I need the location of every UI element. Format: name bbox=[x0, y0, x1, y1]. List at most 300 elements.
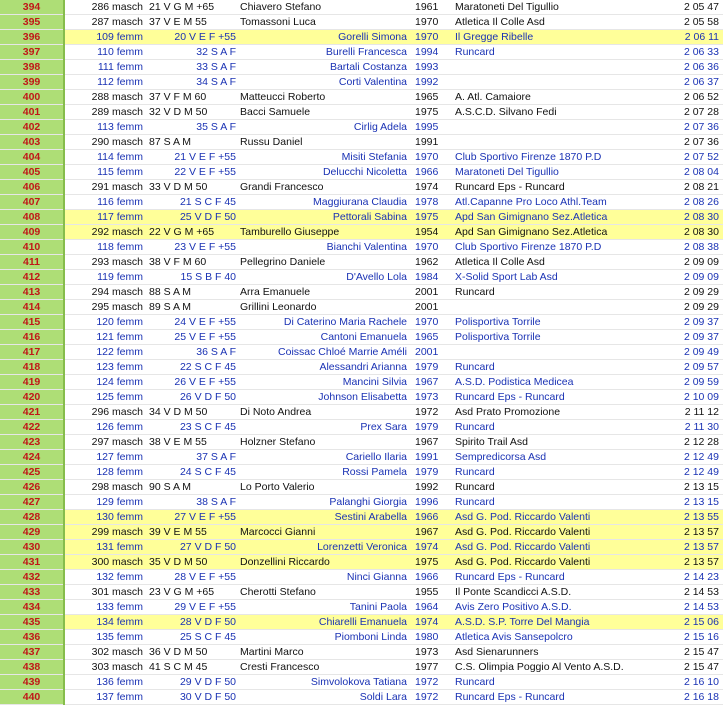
finish-time-cell: 2 15 47 bbox=[665, 645, 723, 660]
birth-year-cell: 1962 bbox=[413, 255, 453, 270]
finish-time-cell: 2 13 57 bbox=[665, 555, 723, 570]
club-cell: Runcard bbox=[453, 675, 665, 690]
finish-time-cell: 2 13 15 bbox=[665, 495, 723, 510]
birth-year-cell: 1974 bbox=[413, 540, 453, 555]
bib-cell: 127 femm bbox=[64, 450, 146, 465]
finish-time-cell: 2 08 30 bbox=[665, 210, 723, 225]
finish-time-cell: 2 06 36 bbox=[665, 60, 723, 75]
table-row bbox=[0, 660, 723, 675]
position-cell: 414 bbox=[0, 300, 64, 315]
runner-name-cell: Coissac Chloé Marrie Améli bbox=[238, 345, 413, 360]
category-cell: 24 S C F 45 bbox=[146, 465, 238, 480]
category-cell: 26 V E F +55 bbox=[146, 375, 238, 390]
category-cell: 90 S A M bbox=[146, 480, 238, 495]
category-cell: 36 V D M 50 bbox=[146, 645, 238, 660]
runner-name-cell: Ninci Gianna bbox=[238, 570, 413, 585]
birth-year-cell: 1979 bbox=[413, 360, 453, 375]
birth-year-cell: 2001 bbox=[413, 345, 453, 360]
birth-year-cell: 1979 bbox=[413, 420, 453, 435]
club-cell: A. Atl. Camaiore bbox=[453, 90, 665, 105]
runner-name-cell: Chiavero Stefano bbox=[238, 0, 413, 15]
club-cell: Avis Zero Positivo A.S.D. bbox=[453, 600, 665, 615]
birth-year-cell: 1970 bbox=[413, 15, 453, 30]
table-row bbox=[0, 60, 723, 75]
table-row bbox=[0, 405, 723, 420]
bib-cell: 128 femm bbox=[64, 465, 146, 480]
birth-year-cell: 1975 bbox=[413, 555, 453, 570]
bib-cell: 287 masch bbox=[64, 15, 146, 30]
birth-year-cell: 1965 bbox=[413, 330, 453, 345]
runner-name-cell: Marcocci Gianni bbox=[238, 525, 413, 540]
bib-cell: 292 masch bbox=[64, 225, 146, 240]
finish-time-cell: 2 15 47 bbox=[665, 660, 723, 675]
finish-time-cell: 2 13 57 bbox=[665, 525, 723, 540]
position-cell: 397 bbox=[0, 45, 64, 60]
position-cell: 426 bbox=[0, 480, 64, 495]
club-cell bbox=[453, 300, 665, 315]
birth-year-cell: 1975 bbox=[413, 105, 453, 120]
runner-name-cell: Chiarelli Emanuela bbox=[238, 615, 413, 630]
category-cell: 37 S A F bbox=[146, 450, 238, 465]
position-cell: 413 bbox=[0, 285, 64, 300]
finish-time-cell: 2 12 28 bbox=[665, 435, 723, 450]
club-cell: Asd G. Pod. Riccardo Valenti bbox=[453, 555, 665, 570]
table-row bbox=[0, 675, 723, 690]
table-row bbox=[0, 270, 723, 285]
table-row bbox=[0, 210, 723, 225]
club-cell: Spirito Trail Asd bbox=[453, 435, 665, 450]
position-cell: 432 bbox=[0, 570, 64, 585]
birth-year-cell: 1991 bbox=[413, 135, 453, 150]
runner-name-cell: Tanini Paola bbox=[238, 600, 413, 615]
category-cell: 25 V D F 50 bbox=[146, 210, 238, 225]
position-cell: 403 bbox=[0, 135, 64, 150]
club-cell bbox=[453, 60, 665, 75]
runner-name-cell: Mancini Silvia bbox=[238, 375, 413, 390]
position-cell: 400 bbox=[0, 90, 64, 105]
bib-cell: 132 femm bbox=[64, 570, 146, 585]
finish-time-cell: 2 08 38 bbox=[665, 240, 723, 255]
table-row bbox=[0, 0, 723, 15]
birth-year-cell: 1975 bbox=[413, 210, 453, 225]
finish-time-cell: 2 11 30 bbox=[665, 420, 723, 435]
category-cell: 15 S B F 40 bbox=[146, 270, 238, 285]
bib-cell: 121 femm bbox=[64, 330, 146, 345]
birth-year-cell: 1977 bbox=[413, 660, 453, 675]
bib-cell: 290 masch bbox=[64, 135, 146, 150]
finish-time-cell: 2 15 06 bbox=[665, 615, 723, 630]
birth-year-cell: 1970 bbox=[413, 315, 453, 330]
bib-cell: 114 femm bbox=[64, 150, 146, 165]
table-row bbox=[0, 645, 723, 660]
bib-cell: 297 masch bbox=[64, 435, 146, 450]
birth-year-cell: 1991 bbox=[413, 450, 453, 465]
finish-time-cell: 2 11 12 bbox=[665, 405, 723, 420]
bib-cell: 293 masch bbox=[64, 255, 146, 270]
table-row bbox=[0, 375, 723, 390]
position-cell: 419 bbox=[0, 375, 64, 390]
category-cell: 38 V E M 55 bbox=[146, 435, 238, 450]
bib-cell: 137 femm bbox=[64, 690, 146, 705]
finish-time-cell: 2 15 16 bbox=[665, 630, 723, 645]
table-row bbox=[0, 75, 723, 90]
bib-cell: 135 femm bbox=[64, 630, 146, 645]
category-cell: 38 V F M 60 bbox=[146, 255, 238, 270]
runner-name-cell: Cariello Ilaria bbox=[238, 450, 413, 465]
category-cell: 33 S A F bbox=[146, 60, 238, 75]
category-cell: 41 S C M 45 bbox=[146, 660, 238, 675]
category-cell: 21 S C F 45 bbox=[146, 195, 238, 210]
runner-name-cell: Martini Marco bbox=[238, 645, 413, 660]
club-cell: Apd San Gimignano Sez.Atletica bbox=[453, 210, 665, 225]
runner-name-cell: Cirlig Adela bbox=[238, 120, 413, 135]
position-cell: 437 bbox=[0, 645, 64, 660]
birth-year-cell: 1966 bbox=[413, 570, 453, 585]
finish-time-cell: 2 13 57 bbox=[665, 540, 723, 555]
category-cell: 24 V E F +55 bbox=[146, 315, 238, 330]
club-cell: Atletica Avis Sansepolcro bbox=[453, 630, 665, 645]
runner-name-cell: Grandi Francesco bbox=[238, 180, 413, 195]
finish-time-cell: 2 14 53 bbox=[665, 600, 723, 615]
club-cell: A.S.C.D. Silvano Fedi bbox=[453, 105, 665, 120]
table-row bbox=[0, 615, 723, 630]
club-cell bbox=[453, 135, 665, 150]
bib-cell: 111 femm bbox=[64, 60, 146, 75]
position-cell: 424 bbox=[0, 450, 64, 465]
category-cell: 27 V E F +55 bbox=[146, 510, 238, 525]
position-cell: 415 bbox=[0, 315, 64, 330]
position-cell: 406 bbox=[0, 180, 64, 195]
category-cell: 23 V G M +65 bbox=[146, 585, 238, 600]
birth-year-cell: 1992 bbox=[413, 480, 453, 495]
finish-time-cell: 2 07 36 bbox=[665, 120, 723, 135]
bib-cell: 298 masch bbox=[64, 480, 146, 495]
runner-name-cell: Johnson Elisabetta bbox=[238, 390, 413, 405]
category-cell: 23 V E F +55 bbox=[146, 240, 238, 255]
position-cell: 416 bbox=[0, 330, 64, 345]
position-cell: 399 bbox=[0, 75, 64, 90]
table-row bbox=[0, 450, 723, 465]
birth-year-cell: 1974 bbox=[413, 615, 453, 630]
club-cell: Polisportiva Torrile bbox=[453, 315, 665, 330]
birth-year-cell: 1972 bbox=[413, 405, 453, 420]
runner-name-cell: Prex Sara bbox=[238, 420, 413, 435]
category-cell: 21 V G M +65 bbox=[146, 0, 238, 15]
finish-time-cell: 2 06 37 bbox=[665, 75, 723, 90]
position-cell: 420 bbox=[0, 390, 64, 405]
position-cell: 430 bbox=[0, 540, 64, 555]
bib-cell: 123 femm bbox=[64, 360, 146, 375]
category-cell: 34 S A F bbox=[146, 75, 238, 90]
birth-year-cell: 1972 bbox=[413, 675, 453, 690]
finish-time-cell: 2 07 52 bbox=[665, 150, 723, 165]
bib-cell: 120 femm bbox=[64, 315, 146, 330]
club-cell: Runcard bbox=[453, 465, 665, 480]
position-cell: 395 bbox=[0, 15, 64, 30]
category-cell: 89 S A M bbox=[146, 300, 238, 315]
runner-name-cell: Palanghi Giorgia bbox=[238, 495, 413, 510]
bib-cell: 302 masch bbox=[64, 645, 146, 660]
position-cell: 394 bbox=[0, 0, 64, 15]
club-cell: Atletica Il Colle Asd bbox=[453, 255, 665, 270]
finish-time-cell: 2 14 53 bbox=[665, 585, 723, 600]
finish-time-cell: 2 08 21 bbox=[665, 180, 723, 195]
club-cell: Il Gregge Ribelle bbox=[453, 30, 665, 45]
position-cell: 440 bbox=[0, 690, 64, 705]
club-cell: Apd San Gimignano Sez.Atletica bbox=[453, 225, 665, 240]
finish-time-cell: 2 09 49 bbox=[665, 345, 723, 360]
runner-name-cell: Cresti Francesco bbox=[238, 660, 413, 675]
finish-time-cell: 2 07 36 bbox=[665, 135, 723, 150]
runner-name-cell: Grillini Leonardo bbox=[238, 300, 413, 315]
runner-name-cell: Di Noto Andrea bbox=[238, 405, 413, 420]
position-cell: 411 bbox=[0, 255, 64, 270]
finish-time-cell: 2 09 37 bbox=[665, 330, 723, 345]
table-row bbox=[0, 15, 723, 30]
category-cell: 20 V E F +55 bbox=[146, 30, 238, 45]
club-cell: Atl.Capanne Pro Loco Athl.Team bbox=[453, 195, 665, 210]
birth-year-cell: 1967 bbox=[413, 435, 453, 450]
bib-cell: 300 masch bbox=[64, 555, 146, 570]
bib-cell: 136 femm bbox=[64, 675, 146, 690]
position-cell: 422 bbox=[0, 420, 64, 435]
bib-cell: 129 femm bbox=[64, 495, 146, 510]
club-cell: Runcard bbox=[453, 360, 665, 375]
position-cell: 408 bbox=[0, 210, 64, 225]
finish-time-cell: 2 16 18 bbox=[665, 690, 723, 705]
category-cell: 28 V D F 50 bbox=[146, 615, 238, 630]
runner-name-cell: Tamburello Giuseppe bbox=[238, 225, 413, 240]
table-row bbox=[0, 630, 723, 645]
category-cell: 88 S A M bbox=[146, 285, 238, 300]
bib-cell: 286 masch bbox=[64, 0, 146, 15]
table-row bbox=[0, 285, 723, 300]
birth-year-cell: 1970 bbox=[413, 30, 453, 45]
birth-year-cell: 1972 bbox=[413, 690, 453, 705]
bib-cell: 112 femm bbox=[64, 75, 146, 90]
club-cell: Runcard bbox=[453, 495, 665, 510]
birth-year-cell: 1964 bbox=[413, 600, 453, 615]
finish-time-cell: 2 14 23 bbox=[665, 570, 723, 585]
runner-name-cell: Misiti Stefania bbox=[238, 150, 413, 165]
bib-cell: 133 femm bbox=[64, 600, 146, 615]
category-cell: 87 S A M bbox=[146, 135, 238, 150]
finish-time-cell: 2 05 47 bbox=[665, 0, 723, 15]
table-row bbox=[0, 225, 723, 240]
finish-time-cell: 2 09 57 bbox=[665, 360, 723, 375]
bib-cell: 130 femm bbox=[64, 510, 146, 525]
position-cell: 428 bbox=[0, 510, 64, 525]
runner-name-cell: Tomassoni Luca bbox=[238, 15, 413, 30]
finish-time-cell: 2 09 09 bbox=[665, 270, 723, 285]
category-cell: 25 V E F +55 bbox=[146, 330, 238, 345]
bib-cell: 294 masch bbox=[64, 285, 146, 300]
birth-year-cell: 1967 bbox=[413, 375, 453, 390]
club-cell: C.S. Olimpia Poggio Al Vento A.S.D. bbox=[453, 660, 665, 675]
bib-cell: 117 femm bbox=[64, 210, 146, 225]
runner-name-cell: Gorelli Simona bbox=[238, 30, 413, 45]
position-cell: 407 bbox=[0, 195, 64, 210]
birth-year-cell: 1979 bbox=[413, 465, 453, 480]
runner-name-cell: Bianchi Valentina bbox=[238, 240, 413, 255]
birth-year-cell: 1961 bbox=[413, 0, 453, 15]
finish-time-cell: 2 13 55 bbox=[665, 510, 723, 525]
position-cell: 417 bbox=[0, 345, 64, 360]
table-row bbox=[0, 495, 723, 510]
birth-year-cell: 2001 bbox=[413, 300, 453, 315]
runner-name-cell: Rossi Pamela bbox=[238, 465, 413, 480]
runner-name-cell: Arra Emanuele bbox=[238, 285, 413, 300]
finish-time-cell: 2 09 09 bbox=[665, 255, 723, 270]
club-cell: Club Sportivo Firenze 1870 P.D bbox=[453, 240, 665, 255]
position-cell: 436 bbox=[0, 630, 64, 645]
birth-year-cell: 1994 bbox=[413, 45, 453, 60]
bib-cell: 134 femm bbox=[64, 615, 146, 630]
club-cell: Sempredicorsa Asd bbox=[453, 450, 665, 465]
bib-cell: 295 masch bbox=[64, 300, 146, 315]
category-cell: 39 V E M 55 bbox=[146, 525, 238, 540]
table-row bbox=[0, 555, 723, 570]
position-cell: 438 bbox=[0, 660, 64, 675]
bib-cell: 289 masch bbox=[64, 105, 146, 120]
club-cell: Runcard Eps - Runcard bbox=[453, 180, 665, 195]
bib-cell: 125 femm bbox=[64, 390, 146, 405]
finish-time-cell: 2 06 33 bbox=[665, 45, 723, 60]
birth-year-cell: 1970 bbox=[413, 240, 453, 255]
table-row bbox=[0, 255, 723, 270]
category-cell: 32 S A F bbox=[146, 45, 238, 60]
table-row bbox=[0, 465, 723, 480]
position-cell: 398 bbox=[0, 60, 64, 75]
finish-time-cell: 2 06 52 bbox=[665, 90, 723, 105]
category-cell: 26 V D F 50 bbox=[146, 390, 238, 405]
club-cell: A.S.D. Podistica Medicea bbox=[453, 375, 665, 390]
bib-cell: 110 femm bbox=[64, 45, 146, 60]
finish-time-cell: 2 10 09 bbox=[665, 390, 723, 405]
table-row bbox=[0, 315, 723, 330]
birth-year-cell: 1965 bbox=[413, 90, 453, 105]
finish-time-cell: 2 09 29 bbox=[665, 300, 723, 315]
runner-name-cell: Pellegrino Daniele bbox=[238, 255, 413, 270]
category-cell: 22 S C F 45 bbox=[146, 360, 238, 375]
position-cell: 429 bbox=[0, 525, 64, 540]
runner-name-cell: Pettorali Sabina bbox=[238, 210, 413, 225]
position-cell: 427 bbox=[0, 495, 64, 510]
finish-time-cell: 2 16 10 bbox=[665, 675, 723, 690]
category-cell: 33 V D M 50 bbox=[146, 180, 238, 195]
category-cell: 29 V D F 50 bbox=[146, 675, 238, 690]
table-row bbox=[0, 525, 723, 540]
table-row bbox=[0, 600, 723, 615]
runner-name-cell: Russu Daniel bbox=[238, 135, 413, 150]
table-row bbox=[0, 435, 723, 450]
club-cell: Atletica Il Colle Asd bbox=[453, 15, 665, 30]
runner-name-cell: Holzner Stefano bbox=[238, 435, 413, 450]
runner-name-cell: Bacci Samuele bbox=[238, 105, 413, 120]
club-cell: Maratoneti Del Tigullio bbox=[453, 165, 665, 180]
table-row bbox=[0, 105, 723, 120]
birth-year-cell: 2001 bbox=[413, 285, 453, 300]
birth-year-cell: 1996 bbox=[413, 495, 453, 510]
bib-cell: 291 masch bbox=[64, 180, 146, 195]
club-cell: X-Solid Sport Lab Asd bbox=[453, 270, 665, 285]
runner-name-cell: Matteucci Roberto bbox=[238, 90, 413, 105]
finish-time-cell: 2 13 15 bbox=[665, 480, 723, 495]
birth-year-cell: 1992 bbox=[413, 75, 453, 90]
finish-time-cell: 2 07 28 bbox=[665, 105, 723, 120]
category-cell: 29 V E F +55 bbox=[146, 600, 238, 615]
table-row bbox=[0, 540, 723, 555]
table-row bbox=[0, 585, 723, 600]
club-cell: Asd G. Pod. Riccardo Valenti bbox=[453, 540, 665, 555]
birth-year-cell: 1973 bbox=[413, 645, 453, 660]
birth-year-cell: 1967 bbox=[413, 525, 453, 540]
category-cell: 22 V E F +55 bbox=[146, 165, 238, 180]
table-row bbox=[0, 135, 723, 150]
category-cell: 34 V D M 50 bbox=[146, 405, 238, 420]
category-cell: 35 S A F bbox=[146, 120, 238, 135]
bib-cell: 113 femm bbox=[64, 120, 146, 135]
runner-name-cell: Alessandri Arianna bbox=[238, 360, 413, 375]
club-cell: Runcard Eps - Runcard bbox=[453, 390, 665, 405]
category-cell: 32 V D M 50 bbox=[146, 105, 238, 120]
club-cell bbox=[453, 345, 665, 360]
club-cell: Runcard bbox=[453, 45, 665, 60]
runner-name-cell: Maggiurana Claudia bbox=[238, 195, 413, 210]
club-cell: Asd Sienarunners bbox=[453, 645, 665, 660]
runner-name-cell: Cantoni Emanuela bbox=[238, 330, 413, 345]
category-cell: 36 S A F bbox=[146, 345, 238, 360]
position-cell: 409 bbox=[0, 225, 64, 240]
position-cell: 396 bbox=[0, 30, 64, 45]
bib-cell: 301 masch bbox=[64, 585, 146, 600]
table-row bbox=[0, 480, 723, 495]
finish-time-cell: 2 09 29 bbox=[665, 285, 723, 300]
club-cell: Il Ponte Scandicci A.S.D. bbox=[453, 585, 665, 600]
runner-name-cell: Lorenzetti Veronica bbox=[238, 540, 413, 555]
category-cell: 35 V D M 50 bbox=[146, 555, 238, 570]
category-cell: 22 V G M +65 bbox=[146, 225, 238, 240]
runner-name-cell: Donzellini Riccardo bbox=[238, 555, 413, 570]
table-row bbox=[0, 420, 723, 435]
finish-time-cell: 2 08 30 bbox=[665, 225, 723, 240]
bib-cell: 109 femm bbox=[64, 30, 146, 45]
table-row bbox=[0, 360, 723, 375]
runner-name-cell: Di Caterino Maria Rachele bbox=[238, 315, 413, 330]
bib-cell: 126 femm bbox=[64, 420, 146, 435]
position-cell: 439 bbox=[0, 675, 64, 690]
bib-cell: 299 masch bbox=[64, 525, 146, 540]
runner-name-cell: Bartali Costanza bbox=[238, 60, 413, 75]
position-cell: 410 bbox=[0, 240, 64, 255]
club-cell: Club Sportivo Firenze 1870 P.D bbox=[453, 150, 665, 165]
birth-year-cell: 1993 bbox=[413, 60, 453, 75]
birth-year-cell: 1974 bbox=[413, 180, 453, 195]
position-cell: 425 bbox=[0, 465, 64, 480]
position-cell: 418 bbox=[0, 360, 64, 375]
birth-year-cell: 1966 bbox=[413, 510, 453, 525]
club-cell: Runcard bbox=[453, 285, 665, 300]
runner-name-cell: Lo Porto Valerio bbox=[238, 480, 413, 495]
position-cell: 405 bbox=[0, 165, 64, 180]
finish-time-cell: 2 06 11 bbox=[665, 30, 723, 45]
table-row bbox=[0, 120, 723, 135]
birth-year-cell: 1995 bbox=[413, 120, 453, 135]
category-cell: 21 V E F +55 bbox=[146, 150, 238, 165]
position-cell: 401 bbox=[0, 105, 64, 120]
finish-time-cell: 2 08 26 bbox=[665, 195, 723, 210]
table-row bbox=[0, 240, 723, 255]
